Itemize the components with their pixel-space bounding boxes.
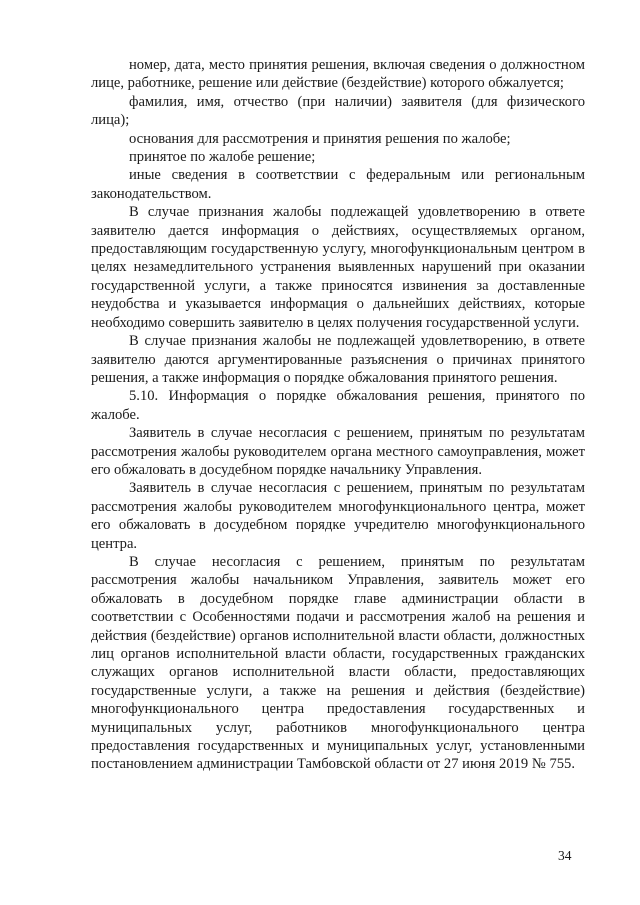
paragraph-other-info: иные сведения в соответствии с федеральным или региональным законодательством. [91,167,585,202]
document-body [91,56,585,774]
paragraph-appeal-mfc: Заявитель в случае несогласия с решением, принятым по результатам рассмотрения жалобы руководителем многофункционального центра, может его обжаловать в досудебном порядке учредителю многофункционального центра. [91,480,585,552]
paragraph-complaint-decision-details: номер, дата, место принятия решения, включая сведения о должностном лице, работнике, решение или действие (бездействие) которого обжалуется; [91,57,585,92]
paragraph-complaint-satisfied: В случае признания жалобы подлежащей удовлетворению в ответе заявителю дается информация о действиях, осуществляемых органом, предоставляющим государственную услугу, многофункциональным центром в целях незамедлительного устранения выявленных нарушений при оказании государственной услуги, а также приносятся извинения за доставленные неудобства и указывается информация о дальнейших действиях, которые необходимо совершить заявителю в целях получения государственной услуги. [91,204,585,331]
paragraph-grounds: основания для рассмотрения и принятия решения по жалобе; [129,130,511,147]
paragraph-decision: принятое по жалобе решение; [129,149,316,166]
section-heading-5-10: 5.10. Информация о порядке обжалования решения, принятого по жалобе. [91,388,585,423]
paragraph-applicant-name: фамилия, имя, отчество (при наличии) заявителя (для физического лица); [91,93,585,129]
paragraph-complaint-rejected: В случае признания жалобы не подлежащей удовлетворению, в ответе заявителю даются аргументированные разъяснения о причинах принятого решения, а также информация о порядке обжалования принятого решения. [91,333,585,386]
paragraph-appeal-local-authority: Заявитель в случае несогласия с решением, принятым по результатам рассмотрения жалобы руководителем органа местного самоуправления, может его обжаловать в досудебном порядке начальнику Управления. [91,425,585,478]
page-number: 34 [558,848,572,863]
paragraph-appeal-administration: В случае несогласия с решением, принятым по результатам рассмотрения жалобы начальником Управления, заявитель может его обжаловать в досудебном порядке главе администрации области в соответствии с Особенностями подачи и рассмотрения жалоб на решения и действия (бездействие) органов исполнительной власти области, должностных лиц органов исполнительной власти области, государственных гражданских служащих органов исполнительной власти области, предоставляющих государственные услуги, а также на решения и действия (бездействие) многофункционального центра предоставления государственных и муниципальных услуг, работников многофункционального центра предоставления государственных и муниципальных услуг, установленными постановлением администрации Тамбовской области от 27 июня 2019 № 755. [91,553,585,773]
